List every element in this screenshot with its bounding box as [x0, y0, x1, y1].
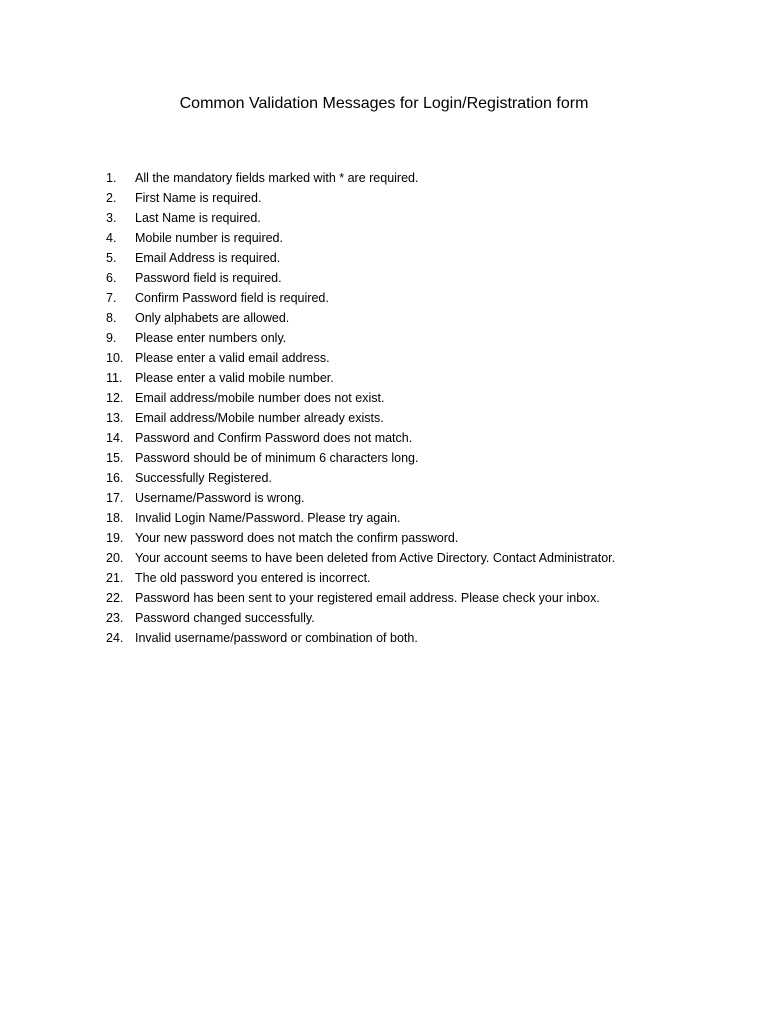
list-item-text: Please enter a valid mobile number.	[135, 371, 334, 385]
list-item-text: Last Name is required.	[135, 211, 261, 225]
list-item-number: 13.	[106, 411, 124, 425]
list-item-number: 21.	[106, 571, 124, 585]
list-item	[106, 308, 615, 328]
list-item-number: 9.	[106, 331, 117, 345]
list-item	[106, 228, 615, 248]
list-item	[106, 588, 615, 608]
list-item-text: Password changed successfully.	[135, 611, 315, 625]
list-item	[106, 168, 615, 188]
list-item-text: Mobile number is required.	[135, 231, 283, 245]
list-item	[106, 348, 615, 368]
list-item-text: Only alphabets are allowed.	[135, 311, 290, 325]
list-item-number: 17.	[106, 491, 124, 505]
list-item-number: 10.	[106, 351, 124, 365]
list-item-number: 11.	[106, 371, 123, 385]
list-item-text: Please enter numbers only.	[135, 331, 287, 345]
list-item-number: 5.	[106, 251, 117, 265]
list-item	[106, 528, 615, 548]
list-item-number: 1.	[106, 171, 117, 185]
list-item	[106, 448, 615, 468]
validation-message-list	[106, 168, 615, 648]
list-item-number: 18.	[106, 511, 124, 525]
list-item-text: Invalid Login Name/Password. Please try again.	[135, 511, 401, 525]
list-item-number: 20.	[106, 551, 124, 565]
list-item-number: 4.	[106, 231, 117, 245]
list-item-number: 12.	[106, 391, 124, 405]
list-item-number: 19.	[106, 531, 124, 545]
list-item-text: Your account seems to have been deleted from Active Directory. Contact Administrator.	[135, 551, 616, 565]
list-item	[106, 628, 615, 648]
list-item	[106, 368, 615, 388]
list-item-text: First Name is required.	[135, 191, 262, 205]
list-item-number: 8.	[106, 311, 117, 325]
document-title: Common Validation Messages for Login/Registration form	[179, 95, 589, 112]
list-item-text: Password and Confirm Password does not match.	[135, 431, 413, 445]
list-item-number: 14.	[106, 431, 124, 445]
list-item	[106, 248, 615, 268]
list-item-text: Email address/mobile number does not exist.	[135, 391, 385, 405]
list-item	[106, 428, 615, 448]
list-item-text: Password field is required.	[135, 271, 282, 285]
list-item-text: Password has been sent to your registered email address. Please check your inbox.	[135, 591, 600, 605]
list-item-number: 16.	[106, 471, 124, 485]
list-item-text: Password should be of minimum 6 characters long.	[135, 451, 419, 465]
list-item	[106, 508, 615, 528]
list-item	[106, 488, 615, 508]
list-item-number: 2.	[106, 191, 117, 205]
list-item	[106, 208, 615, 228]
list-item	[106, 268, 615, 288]
list-item-text: Email Address is required.	[135, 251, 281, 265]
list-item	[106, 288, 615, 308]
list-item-text: The old password you entered is incorrect.	[135, 571, 371, 585]
list-item-number: 6.	[106, 271, 117, 285]
list-item-number: 15.	[106, 451, 124, 465]
list-item	[106, 568, 615, 588]
list-item-text: Please enter a valid email address.	[135, 351, 330, 365]
list-item-text: All the mandatory fields marked with * are required.	[135, 171, 419, 185]
list-item	[106, 328, 615, 348]
list-item-text: Confirm Password field is required.	[135, 291, 329, 305]
list-item	[106, 608, 615, 628]
list-item	[106, 188, 615, 208]
list-item-text: Invalid username/password or combination of both.	[135, 631, 418, 645]
list-item-number: 7.	[106, 291, 117, 305]
list-item-number: 23.	[106, 611, 124, 625]
list-item-text: Username/Password is wrong.	[135, 491, 305, 505]
list-item-number: 3.	[106, 211, 117, 225]
list-item	[106, 388, 615, 408]
list-item-number: 22.	[106, 591, 124, 605]
list-item-number: 24.	[106, 631, 124, 645]
list-item-text: Email address/Mobile number already exists.	[135, 411, 384, 425]
list-item	[106, 548, 615, 568]
list-item-text: Successfully Registered.	[135, 471, 272, 485]
list-item	[106, 408, 615, 428]
list-item	[106, 468, 615, 488]
list-item-text: Your new password does not match the confirm password.	[135, 531, 459, 545]
